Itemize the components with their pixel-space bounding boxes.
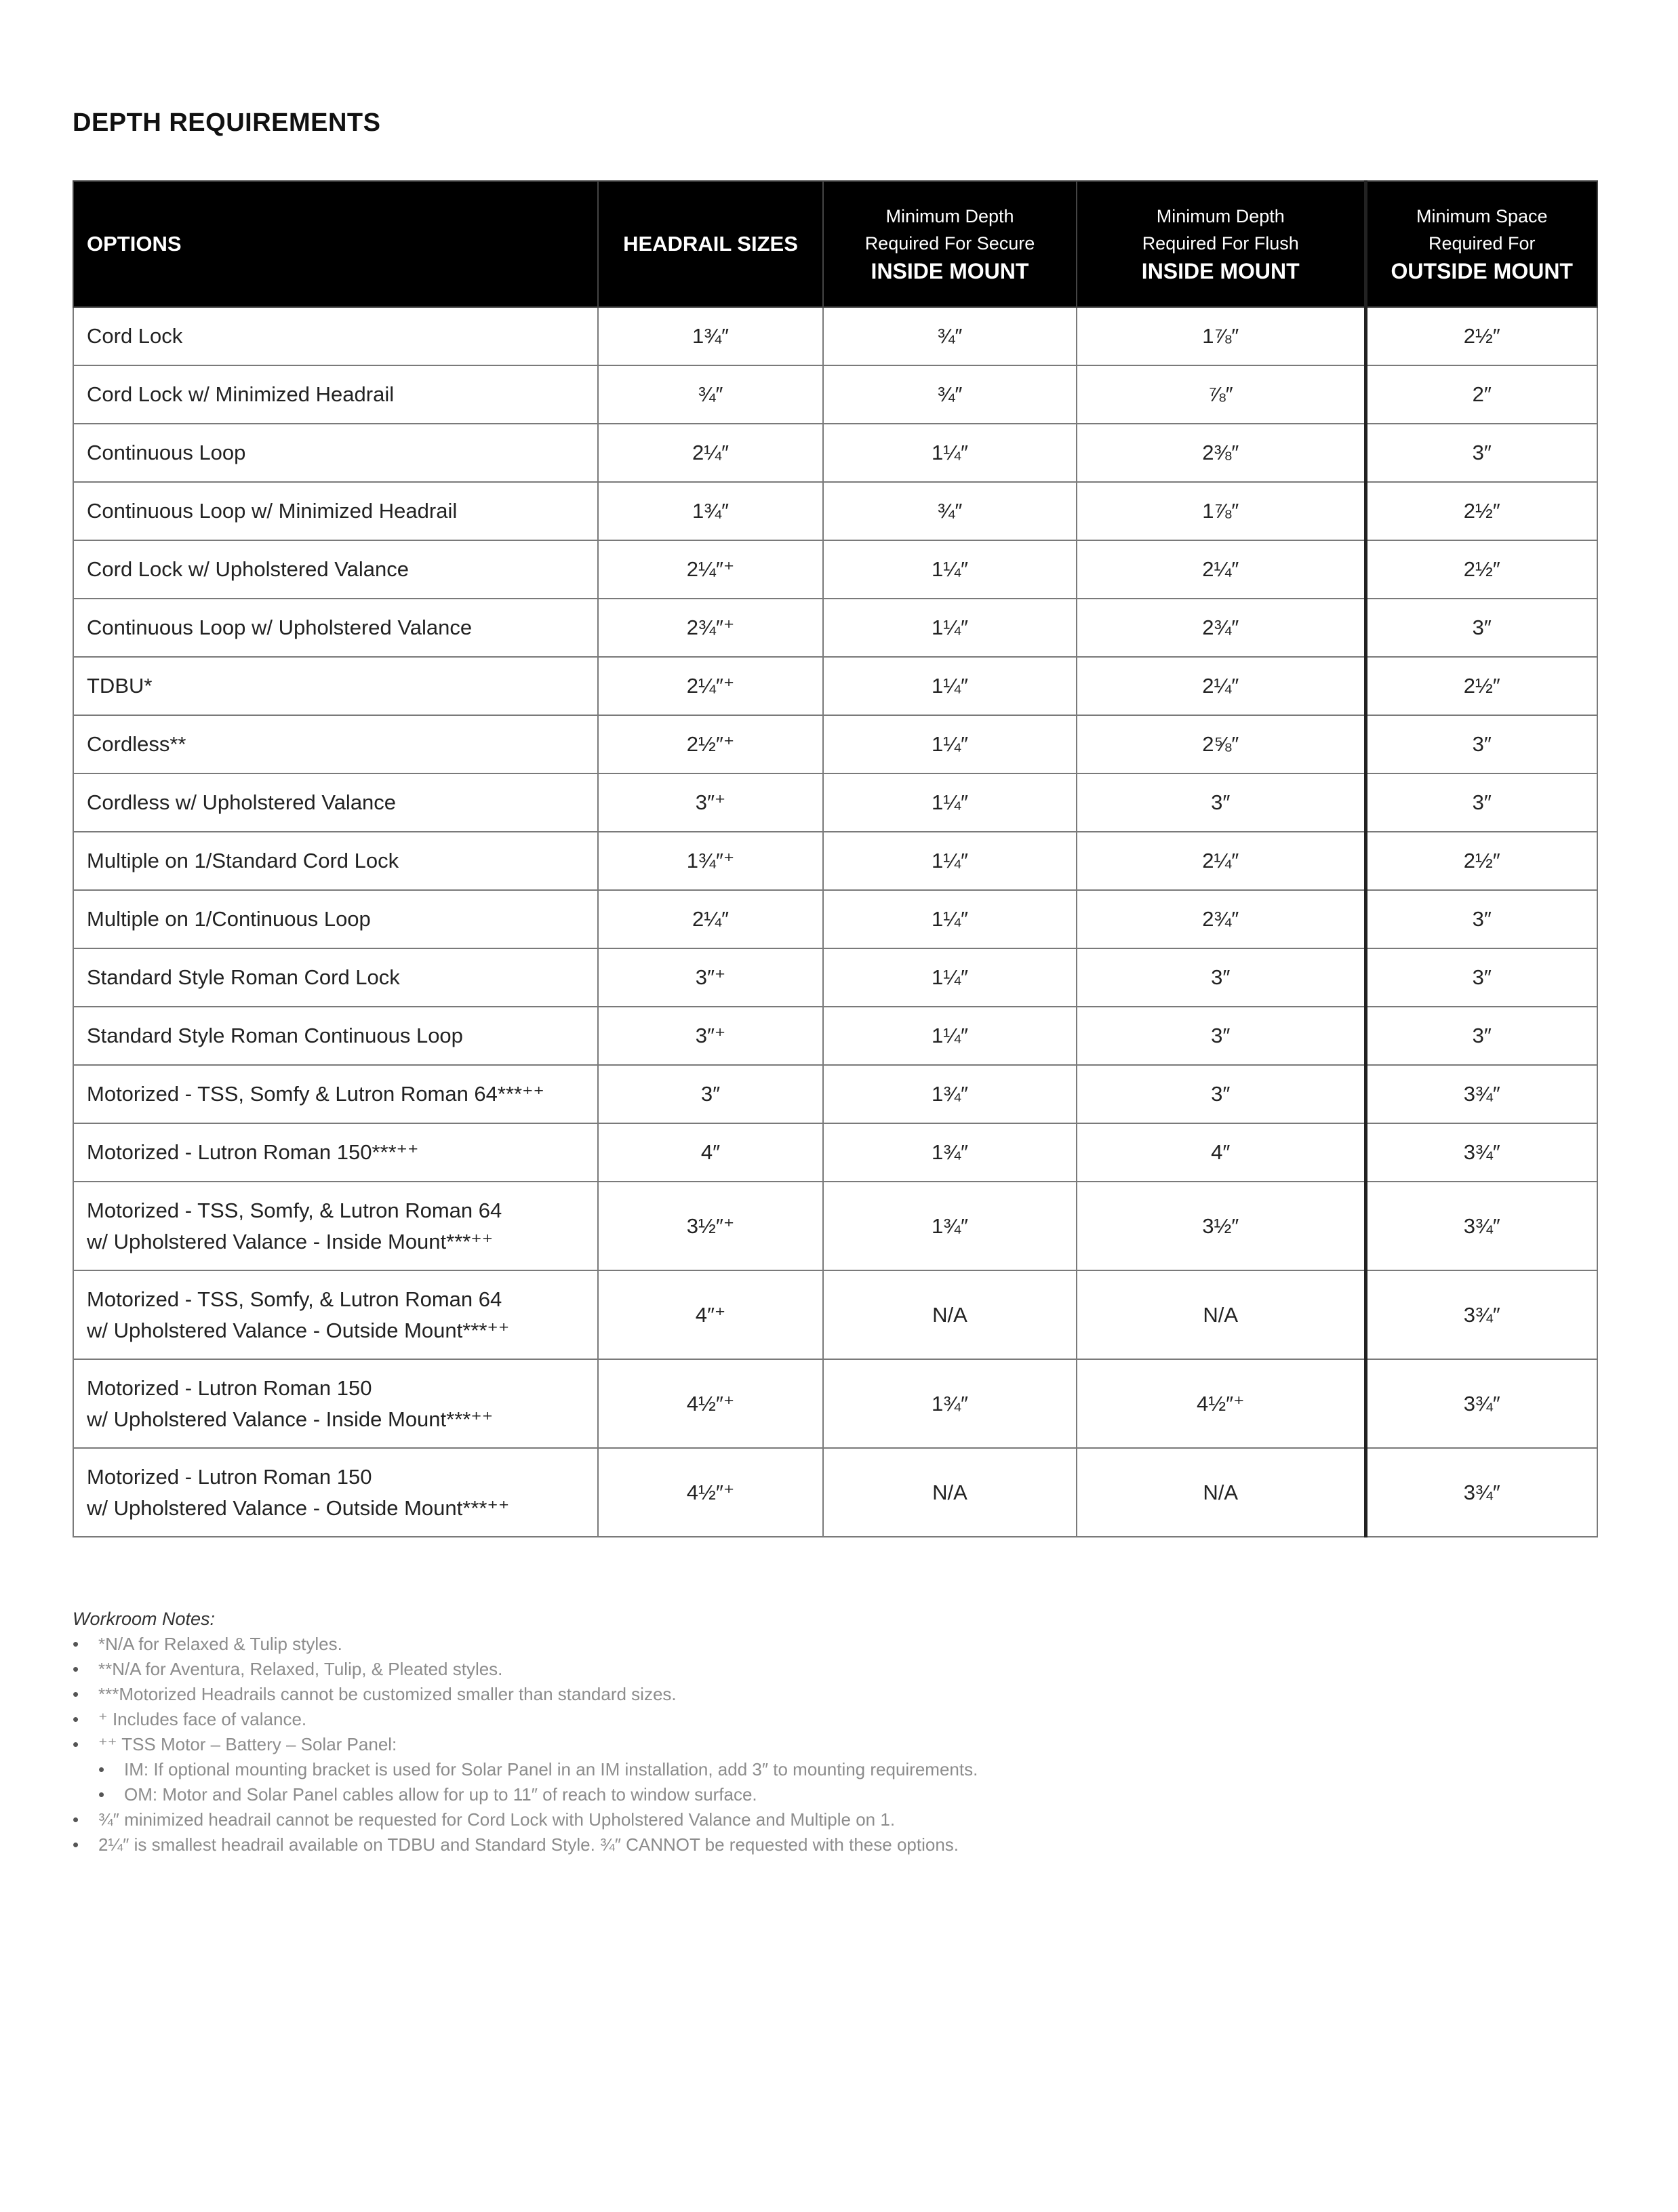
- cell-option: Cord Lock: [73, 307, 598, 365]
- cell-option: Continuous Loop: [73, 424, 598, 482]
- cell-outside: 3″: [1365, 948, 1597, 1007]
- cell-option: Cordless**: [73, 715, 598, 773]
- cell-option: [73, 1448, 598, 1537]
- cell-headrail: 1¾″: [598, 307, 823, 365]
- header-outside-main: OUTSIDE MOUNT: [1391, 259, 1573, 283]
- table-row: [73, 890, 1597, 948]
- cell-outside: 2½″: [1365, 307, 1597, 365]
- header-outside-mount: [1365, 181, 1597, 307]
- header-secure-line2: Required For Secure: [864, 233, 1035, 254]
- table-header-row: [73, 181, 1597, 307]
- cell-headrail: 3½″⁺: [598, 1182, 823, 1270]
- depth-requirements-table: [73, 180, 1598, 1537]
- cell-flush-inside: 1⅞″: [1077, 307, 1365, 365]
- cell-outside: 3″: [1365, 890, 1597, 948]
- cell-option: Continuous Loop w/ Upholstered Valance: [73, 599, 598, 657]
- table-row: [73, 715, 1597, 773]
- cell-headrail: 3″⁺: [598, 773, 823, 832]
- option-line: Motorized - Lutron Roman 150: [87, 1375, 372, 1400]
- cell-option: Motorized - TSS, Somfy & Lutron Roman 64***⁺⁺: [73, 1065, 598, 1123]
- header-options: OPTIONS: [73, 181, 598, 307]
- table-row: [73, 307, 1597, 365]
- cell-outside: 3″: [1365, 1007, 1597, 1065]
- cell-flush-inside: 2¼″: [1077, 540, 1365, 599]
- cell-option: Cord Lock w/ Upholstered Valance: [73, 540, 598, 599]
- cell-secure-inside: 1¼″: [823, 890, 1077, 948]
- table-row: [73, 1359, 1597, 1448]
- notes-sub-list: [98, 1757, 978, 1807]
- cell-outside: 3″: [1365, 424, 1597, 482]
- header-flush-line2: Required For Flush: [1142, 233, 1299, 254]
- cell-headrail: 2¼″⁺: [598, 657, 823, 715]
- header-flush-inside-mount: [1077, 181, 1365, 307]
- cell-secure-inside: N/A: [823, 1448, 1077, 1537]
- table-row: [73, 365, 1597, 424]
- note-sub-item: • IM: If optional mounting bracket is used for Solar Panel in an IM installation, add 3″ to mounting requirements.: [98, 1757, 978, 1782]
- note-item: • **N/A for Aventura, Relaxed, Tulip, & Pleated styles.: [73, 1657, 978, 1682]
- cell-outside: 3″: [1365, 773, 1597, 832]
- header-flush-line1: Minimum Depth: [1156, 206, 1285, 226]
- cell-secure-inside: 1¼″: [823, 540, 1077, 599]
- cell-headrail: 4½″⁺: [598, 1359, 823, 1448]
- option-line: w/ Upholstered Valance - Inside Mount***⁺⁺: [87, 1407, 494, 1431]
- cell-flush-inside: 2¾″: [1077, 599, 1365, 657]
- option-line: w/ Upholstered Valance - Outside Mount***⁺⁺: [87, 1495, 510, 1520]
- table-body: [73, 307, 1597, 1537]
- cell-flush-inside: N/A: [1077, 1270, 1365, 1359]
- cell-option: Standard Style Roman Cord Lock: [73, 948, 598, 1007]
- note-sub-item: • OM: Motor and Solar Panel cables allow for up to 11″ of reach to window surface.: [98, 1782, 978, 1807]
- cell-option: Continuous Loop w/ Minimized Headrail: [73, 482, 598, 540]
- cell-flush-inside: 2¼″: [1077, 657, 1365, 715]
- cell-flush-inside: 2¾″: [1077, 890, 1365, 948]
- header-outside-line1: Minimum Space: [1416, 206, 1548, 226]
- option-line: w/ Upholstered Valance - Inside Mount***⁺⁺: [87, 1229, 494, 1253]
- note-item: • ***Motorized Headrails cannot be customized smaller than standard sizes.: [73, 1682, 978, 1707]
- note-item: • ¾″ minimized headrail cannot be requested for Cord Lock with Upholstered Valance and Multiple on 1.: [73, 1807, 978, 1832]
- cell-headrail: 2¾″⁺: [598, 599, 823, 657]
- cell-outside: 2″: [1365, 365, 1597, 424]
- cell-headrail: ¾″: [598, 365, 823, 424]
- header-secure-main: INSIDE MOUNT: [871, 259, 1029, 283]
- cell-flush-inside: 2⅜″: [1077, 424, 1365, 482]
- table-row: [73, 832, 1597, 890]
- cell-secure-inside: 1¼″: [823, 773, 1077, 832]
- cell-secure-inside: 1¼″: [823, 832, 1077, 890]
- cell-flush-inside: 3″: [1077, 1007, 1365, 1065]
- notes-list: [73, 1632, 978, 1757]
- note-item: • ⁺ Includes face of valance.: [73, 1707, 978, 1732]
- cell-secure-inside: 1¼″: [823, 657, 1077, 715]
- header-headrail-sizes: HEADRAIL SIZES: [598, 181, 823, 307]
- cell-headrail: 3″⁺: [598, 948, 823, 1007]
- cell-outside: 2½″: [1365, 832, 1597, 890]
- header-secure-inside-mount: [823, 181, 1077, 307]
- note-item: • ⁺⁺ TSS Motor – Battery – Solar Panel:: [73, 1732, 978, 1757]
- table-row: [73, 599, 1597, 657]
- cell-option: Multiple on 1/Standard Cord Lock: [73, 832, 598, 890]
- cell-flush-inside: 2¼″: [1077, 832, 1365, 890]
- cell-flush-inside: 4½″⁺: [1077, 1359, 1365, 1448]
- cell-headrail: 3″: [598, 1065, 823, 1123]
- cell-secure-inside: 1¾″: [823, 1359, 1077, 1448]
- cell-option: TDBU*: [73, 657, 598, 715]
- table-row: [73, 1270, 1597, 1359]
- cell-option: Motorized - Lutron Roman 150***⁺⁺: [73, 1123, 598, 1182]
- table-row: [73, 424, 1597, 482]
- cell-headrail: 4½″⁺: [598, 1448, 823, 1537]
- table-row: [73, 1448, 1597, 1537]
- cell-option: [73, 1182, 598, 1270]
- cell-outside: 3¾″: [1365, 1182, 1597, 1270]
- cell-outside: 3¾″: [1365, 1065, 1597, 1123]
- cell-outside: 3¾″: [1365, 1123, 1597, 1182]
- notes-tail-list: [73, 1807, 978, 1857]
- cell-option: [73, 1270, 598, 1359]
- cell-outside: 3¾″: [1365, 1448, 1597, 1537]
- cell-secure-inside: 1¼″: [823, 1007, 1077, 1065]
- cell-outside: 2½″: [1365, 482, 1597, 540]
- cell-option: Cordless w/ Upholstered Valance: [73, 773, 598, 832]
- option-line: w/ Upholstered Valance - Outside Mount***⁺⁺: [87, 1318, 510, 1342]
- table-row: [73, 1182, 1597, 1270]
- notes-title: Workroom Notes:: [73, 1609, 216, 1629]
- cell-headrail: 2¼″: [598, 424, 823, 482]
- cell-flush-inside: ⅞″: [1077, 365, 1365, 424]
- cell-outside: 3″: [1365, 599, 1597, 657]
- cell-option: Multiple on 1/Continuous Loop: [73, 890, 598, 948]
- cell-option: Cord Lock w/ Minimized Headrail: [73, 365, 598, 424]
- header-secure-line1: Minimum Depth: [885, 206, 1014, 226]
- cell-outside: 3″: [1365, 715, 1597, 773]
- workroom-notes: [73, 1607, 978, 1857]
- cell-headrail: 1¾″: [598, 482, 823, 540]
- cell-outside: 3¾″: [1365, 1270, 1597, 1359]
- cell-flush-inside: 4″: [1077, 1123, 1365, 1182]
- cell-flush-inside: 3″: [1077, 1065, 1365, 1123]
- cell-headrail: 4″: [598, 1123, 823, 1182]
- table-row: [73, 657, 1597, 715]
- option-line: Motorized - TSS, Somfy, & Lutron Roman 64: [87, 1198, 502, 1222]
- table-row: [73, 1007, 1597, 1065]
- cell-secure-inside: ¾″: [823, 307, 1077, 365]
- cell-option: [73, 1359, 598, 1448]
- cell-headrail: 2¼″⁺: [598, 540, 823, 599]
- cell-flush-inside: 3½″: [1077, 1182, 1365, 1270]
- cell-flush-inside: 1⅞″: [1077, 482, 1365, 540]
- table-row: [73, 948, 1597, 1007]
- cell-secure-inside: ¾″: [823, 482, 1077, 540]
- cell-option: Standard Style Roman Continuous Loop: [73, 1007, 598, 1065]
- table-row: [73, 773, 1597, 832]
- cell-secure-inside: ¾″: [823, 365, 1077, 424]
- cell-secure-inside: 1¾″: [823, 1182, 1077, 1270]
- cell-headrail: 2½″⁺: [598, 715, 823, 773]
- cell-flush-inside: 3″: [1077, 773, 1365, 832]
- note-item: • *N/A for Relaxed & Tulip styles.: [73, 1632, 978, 1657]
- note-item: • 2¼″ is smallest headrail available on TDBU and Standard Style. ¾″ CANNOT be requested with these options.: [73, 1832, 978, 1857]
- cell-headrail: 3″⁺: [598, 1007, 823, 1065]
- option-line: Motorized - Lutron Roman 150: [87, 1464, 372, 1489]
- cell-secure-inside: 1¼″: [823, 599, 1077, 657]
- cell-headrail: 1¾″⁺: [598, 832, 823, 890]
- cell-secure-inside: 1¼″: [823, 424, 1077, 482]
- cell-outside: 2½″: [1365, 540, 1597, 599]
- cell-flush-inside: N/A: [1077, 1448, 1365, 1537]
- cell-flush-inside: 2⅝″: [1077, 715, 1365, 773]
- table-row: [73, 482, 1597, 540]
- table-row: [73, 1123, 1597, 1182]
- cell-secure-inside: 1¼″: [823, 715, 1077, 773]
- cell-outside: 2½″: [1365, 657, 1597, 715]
- table-row: [73, 1065, 1597, 1123]
- cell-headrail: 4″⁺: [598, 1270, 823, 1359]
- cell-flush-inside: 3″: [1077, 948, 1365, 1007]
- cell-outside: 3¾″: [1365, 1359, 1597, 1448]
- cell-secure-inside: 1¾″: [823, 1123, 1077, 1182]
- option-line: Motorized - TSS, Somfy, & Lutron Roman 64: [87, 1287, 502, 1311]
- cell-secure-inside: 1¼″: [823, 948, 1077, 1007]
- table-row: [73, 540, 1597, 599]
- header-outside-line2: Required For: [1428, 233, 1536, 254]
- header-flush-main: INSIDE MOUNT: [1141, 259, 1300, 283]
- cell-secure-inside: 1¾″: [823, 1065, 1077, 1123]
- page-title: DEPTH REQUIREMENTS: [73, 108, 381, 137]
- cell-headrail: 2¼″: [598, 890, 823, 948]
- cell-secure-inside: N/A: [823, 1270, 1077, 1359]
